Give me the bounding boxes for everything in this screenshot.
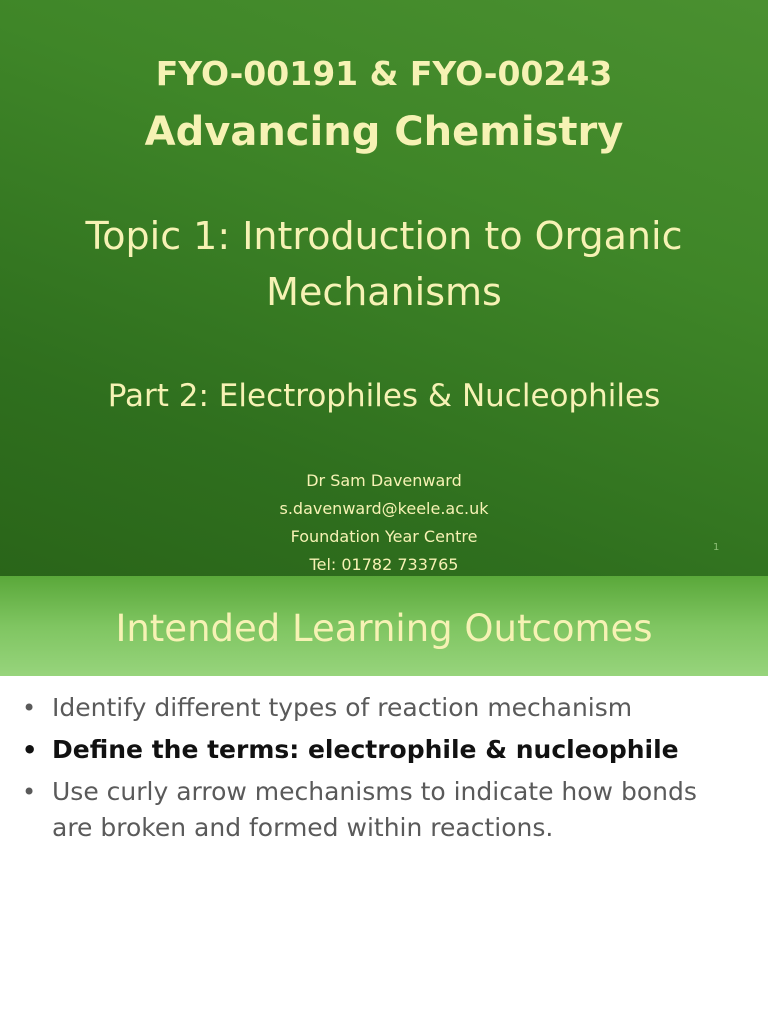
topic-heading [40, 208, 728, 320]
contact-block [0, 467, 768, 576]
course-codes: FYO-00191 & FYO-00243 [155, 54, 613, 93]
list-item [0, 690, 768, 726]
bullet-icon: • [22, 694, 37, 722]
list-item-text: Use curly arrow mechanisms to indicate how bonds are broken and formed within reactions. [52, 777, 697, 842]
list-item-text: Define the terms: electrophile & nucleophile [52, 735, 679, 764]
list-item [0, 774, 768, 846]
course-title: Advancing Chemistry [144, 109, 624, 155]
slide-number: 1 [713, 542, 720, 553]
list-item [0, 732, 768, 768]
outcomes-header [0, 576, 768, 676]
topic-line-2: Mechanisms [266, 270, 502, 314]
bullet-icon: • [22, 736, 38, 764]
part-heading: Part 2: Electrophiles & Nucleophiles [107, 378, 661, 414]
lecturer-name: Dr Sam Davenward [306, 471, 462, 490]
outcomes-title: Intended Learning Outcomes [115, 607, 653, 650]
topic-line-1: Topic 1: Introduction to Organic [85, 214, 683, 258]
bullet-icon: • [22, 778, 37, 806]
phone-number: Tel: 01782 733765 [309, 555, 459, 574]
list-item-text: Identify different types of reaction mechanism [52, 693, 633, 722]
lecturer-email: s.davenward@keele.ac.uk [279, 499, 489, 518]
outcomes-list [0, 690, 768, 852]
department-name: Foundation Year Centre [290, 527, 478, 546]
